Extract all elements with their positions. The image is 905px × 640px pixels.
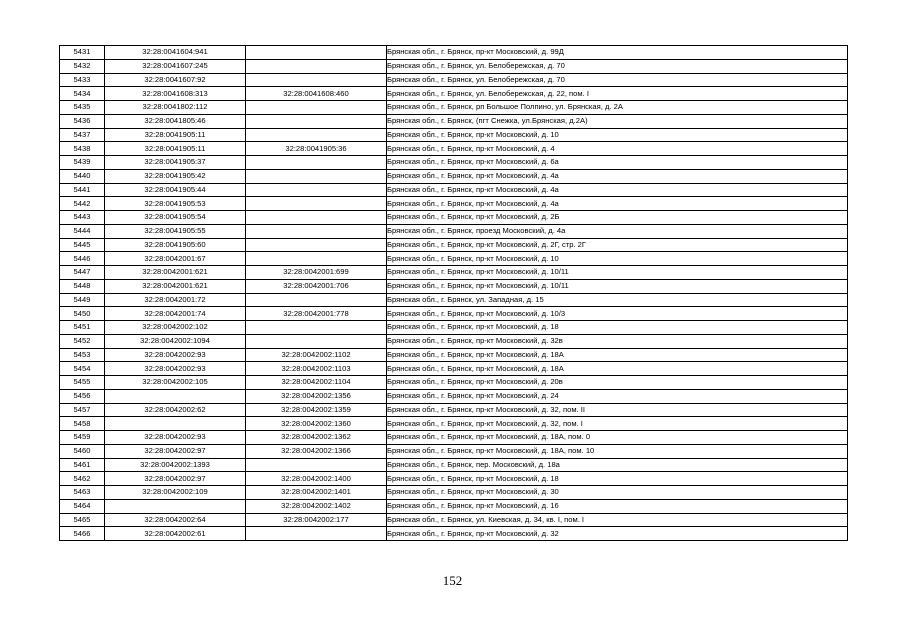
premises-cadastral-number-cell (246, 128, 387, 142)
address-cell: Брянская обл., г. Брянск, пр-кт Московский, д. 30 (387, 486, 848, 500)
address-cell: Брянская обл., г. Брянск, пр-кт Московский, д. 10/11 (387, 279, 848, 293)
cadastral-number-cell: 32:28:0041905:11 (105, 128, 246, 142)
address-cell: Брянская обл., г. Брянск, пр-кт Московский, д. 2Б (387, 211, 848, 225)
cadastral-number-cell: 32:28:0042001:621 (105, 266, 246, 280)
row-number-cell: 5457 (60, 403, 105, 417)
row-number-cell: 5461 (60, 458, 105, 472)
premises-cadastral-number-cell (246, 321, 387, 335)
row-number-cell: 5443 (60, 211, 105, 225)
address-cell: Брянская обл., г. Брянск, пр-кт Московский, д. 18А (387, 362, 848, 376)
address-cell: Брянская обл., г. Брянск, пр-кт Московский, д. 10/3 (387, 307, 848, 321)
table-row (60, 183, 848, 197)
premises-cadastral-number-cell: 32:28:0042002:1360 (246, 417, 387, 431)
address-cell: Брянская обл., г. Брянск, пр-кт Московский, д. 32, пом. I (387, 417, 848, 431)
cadastral-number-cell: 32:28:0042002:105 (105, 376, 246, 390)
premises-cadastral-number-cell (246, 59, 387, 73)
cadastral-number-cell: 32:28:0041802:112 (105, 101, 246, 115)
address-cell: Брянская обл., г. Брянск, пр-кт Московский, д. 99Д (387, 46, 848, 60)
cadastral-number-cell: 32:28:0042002:1094 (105, 334, 246, 348)
row-number-cell: 5437 (60, 128, 105, 142)
row-number-cell: 5433 (60, 73, 105, 87)
row-number-cell: 5454 (60, 362, 105, 376)
address-cell: Брянская обл., г. Брянск, (пгт Снежка, ул.Брянская, д.2А) (387, 114, 848, 128)
address-cell: Брянская обл., г. Брянск, пр-кт Московский, д. 10 (387, 128, 848, 142)
row-number-cell: 5436 (60, 114, 105, 128)
cadastral-number-cell: 32:28:0041905:37 (105, 156, 246, 170)
table-row (60, 348, 848, 362)
row-number-cell: 5451 (60, 321, 105, 335)
address-cell: Брянская обл., г. Брянск, пр-кт Московский, д. 32в (387, 334, 848, 348)
cadastral-number-cell: 32:28:0042001:72 (105, 293, 246, 307)
row-number-cell: 5458 (60, 417, 105, 431)
premises-cadastral-number-cell (246, 224, 387, 238)
premises-cadastral-number-cell (246, 458, 387, 472)
table-row (60, 417, 848, 431)
cadastral-number-cell: 32:28:0041905:53 (105, 197, 246, 211)
cadastral-number-cell: 32:28:0041607:92 (105, 73, 246, 87)
table-row (60, 362, 848, 376)
row-number-cell: 5463 (60, 486, 105, 500)
row-number-cell: 5440 (60, 169, 105, 183)
table-row (60, 279, 848, 293)
table-row (60, 389, 848, 403)
address-cell: Брянская обл., г. Брянск, пр-кт Московский, д. 18А (387, 348, 848, 362)
cadastral-number-cell: 32:28:0041604:941 (105, 46, 246, 60)
cadastral-number-cell (105, 417, 246, 431)
premises-cadastral-number-cell: 32:28:0042001:706 (246, 279, 387, 293)
table-row (60, 307, 848, 321)
premises-cadastral-number-cell: 32:28:0042002:1402 (246, 499, 387, 513)
premises-cadastral-number-cell: 32:28:0042002:1401 (246, 486, 387, 500)
row-number-cell: 5447 (60, 266, 105, 280)
premises-cadastral-number-cell: 32:28:0042002:1104 (246, 376, 387, 390)
table-row (60, 59, 848, 73)
premises-cadastral-number-cell: 32:28:0041905:36 (246, 142, 387, 156)
table-row (60, 197, 848, 211)
address-cell: Брянская обл., г. Брянск, пр-кт Московский, д. 18 (387, 321, 848, 335)
premises-cadastral-number-cell: 32:28:0042001:778 (246, 307, 387, 321)
cadastral-number-cell: 32:28:0041805:46 (105, 114, 246, 128)
row-number-cell: 5449 (60, 293, 105, 307)
cadastral-number-cell: 32:28:0042001:67 (105, 252, 246, 266)
table-row (60, 431, 848, 445)
cadastral-number-cell: 32:28:0042002:97 (105, 472, 246, 486)
table-row (60, 156, 848, 170)
table-row (60, 211, 848, 225)
row-number-cell: 5459 (60, 431, 105, 445)
cadastral-number-cell: 32:28:0042002:109 (105, 486, 246, 500)
premises-cadastral-number-cell: 32:28:0042002:1359 (246, 403, 387, 417)
table-row (60, 293, 848, 307)
cadastral-number-cell: 32:28:0041905:55 (105, 224, 246, 238)
table-row (60, 128, 848, 142)
address-cell: Брянская обл., г. Брянск, пр-кт Московский, д. 18 (387, 472, 848, 486)
row-number-cell: 5442 (60, 197, 105, 211)
table-row (60, 334, 848, 348)
row-number-cell: 5441 (60, 183, 105, 197)
table-row (60, 87, 848, 101)
row-number-cell: 5435 (60, 101, 105, 115)
page-number: 152 (442, 573, 463, 588)
premises-cadastral-number-cell (246, 211, 387, 225)
premises-cadastral-number-cell (246, 73, 387, 87)
row-number-cell: 5450 (60, 307, 105, 321)
premises-cadastral-number-cell (246, 293, 387, 307)
table-row (60, 101, 848, 115)
address-cell: Брянская обл., г. Брянск, пр-кт Московский, д. 4а (387, 169, 848, 183)
premises-cadastral-number-cell: 32:28:0042002:1366 (246, 444, 387, 458)
table-row (60, 376, 848, 390)
row-number-cell: 5434 (60, 87, 105, 101)
row-number-cell: 5453 (60, 348, 105, 362)
cadastral-number-cell: 32:28:0042002:93 (105, 348, 246, 362)
premises-cadastral-number-cell: 32:28:0042002:1400 (246, 472, 387, 486)
table-row (60, 499, 848, 513)
cadastral-number-cell: 32:28:0042002:62 (105, 403, 246, 417)
row-number-cell: 5438 (60, 142, 105, 156)
cadastral-number-cell: 32:28:0042002:102 (105, 321, 246, 335)
table-row (60, 252, 848, 266)
cadastral-number-cell: 32:28:0041905:44 (105, 183, 246, 197)
cadastral-number-cell: 32:28:0042002:1393 (105, 458, 246, 472)
premises-cadastral-number-cell: 32:28:0042001:699 (246, 266, 387, 280)
premises-cadastral-number-cell: 32:28:0041608:460 (246, 87, 387, 101)
table-row (60, 444, 848, 458)
premises-cadastral-number-cell (246, 238, 387, 252)
cadastral-number-cell: 32:28:0041905:60 (105, 238, 246, 252)
table-row (60, 224, 848, 238)
row-number-cell: 5431 (60, 46, 105, 60)
cadastral-number-cell: 32:28:0042001:621 (105, 279, 246, 293)
cadastral-number-cell: 32:28:0042002:93 (105, 362, 246, 376)
premises-cadastral-number-cell: 32:28:0042002:177 (246, 513, 387, 527)
table-row (60, 486, 848, 500)
address-cell: Брянская обл., г. Брянск, пр-кт Московский, д. 16 (387, 499, 848, 513)
row-number-cell: 5462 (60, 472, 105, 486)
address-cell: Брянская обл., г. Брянск, проезд Московский, д. 4а (387, 224, 848, 238)
premises-cadastral-number-cell (246, 101, 387, 115)
row-number-cell: 5448 (60, 279, 105, 293)
address-cell: Брянская обл., г. Брянск, пр-кт Московский, д. 4 (387, 142, 848, 156)
address-cell: Брянская обл., г. Брянск, пр-кт Московский, д. 4а (387, 197, 848, 211)
address-cell: Брянская обл., г. Брянск, пр-кт Московский, д. 32 (387, 527, 848, 541)
address-cell: Брянская обл., г. Брянск, пр-кт Московский, д. 6а (387, 156, 848, 170)
cadastral-number-cell: 32:28:0041905:54 (105, 211, 246, 225)
address-cell: Брянская обл., г. Брянск, ул. Белобережская, д. 70 (387, 59, 848, 73)
premises-cadastral-number-cell: 32:28:0042002:1356 (246, 389, 387, 403)
cadastral-number-cell: 32:28:0041905:42 (105, 169, 246, 183)
address-cell: Брянская обл., г. Брянск, пр-кт Московский, д. 18А, пом. 0 (387, 431, 848, 445)
premises-cadastral-number-cell (246, 46, 387, 60)
address-cell: Брянская обл., г. Брянск, рп Большое Полпино, ул. Брянская, д. 2А (387, 101, 848, 115)
table-row (60, 472, 848, 486)
premises-cadastral-number-cell (246, 183, 387, 197)
address-cell: Брянская обл., г. Брянск, ул. Белобережская, д. 22, пом. I (387, 87, 848, 101)
table-row (60, 513, 848, 527)
table-row (60, 142, 848, 156)
premises-cadastral-number-cell (246, 114, 387, 128)
address-cell: Брянская обл., г. Брянск, пр-кт Московский, д. 10/11 (387, 266, 848, 280)
row-number-cell: 5465 (60, 513, 105, 527)
address-cell: Брянская обл., г. Брянск, пр-кт Московский, д. 2Г, стр. 2Г (387, 238, 848, 252)
row-number-cell: 5455 (60, 376, 105, 390)
table-row (60, 238, 848, 252)
cadastral-number-cell: 32:28:0042002:93 (105, 431, 246, 445)
table-row (60, 403, 848, 417)
row-number-cell: 5464 (60, 499, 105, 513)
premises-cadastral-number-cell (246, 197, 387, 211)
address-cell: Брянская обл., г. Брянск, пер. Московский, д. 18а (387, 458, 848, 472)
premises-cadastral-number-cell (246, 527, 387, 541)
cadastral-number-cell: 32:28:0041607:245 (105, 59, 246, 73)
address-cell: Брянская обл., г. Брянск, пр-кт Московский, д. 32, пом. II (387, 403, 848, 417)
row-number-cell: 5439 (60, 156, 105, 170)
row-number-cell: 5444 (60, 224, 105, 238)
address-cell: Брянская обл., г. Брянск, пр-кт Московский, д. 24 (387, 389, 848, 403)
premises-cadastral-number-cell (246, 169, 387, 183)
row-number-cell: 5446 (60, 252, 105, 266)
cadastral-number-cell: 32:28:0042002:64 (105, 513, 246, 527)
table-row (60, 114, 848, 128)
row-number-cell: 5466 (60, 527, 105, 541)
premises-cadastral-number-cell (246, 334, 387, 348)
table-row (60, 266, 848, 280)
property-register-table (59, 45, 848, 541)
table-row (60, 73, 848, 87)
cadastral-number-cell: 32:28:0042001:74 (105, 307, 246, 321)
address-cell: Брянская обл., г. Брянск, ул. Киевская, д. 34, кв. I, пом. I (387, 513, 848, 527)
table-row (60, 169, 848, 183)
cadastral-number-cell: 32:28:0041905:11 (105, 142, 246, 156)
row-number-cell: 5445 (60, 238, 105, 252)
address-cell: Брянская обл., г. Брянск, пр-кт Московский, д. 20в (387, 376, 848, 390)
cadastral-number-cell: 32:28:0042002:97 (105, 444, 246, 458)
table-row (60, 458, 848, 472)
cadastral-number-cell (105, 389, 246, 403)
row-number-cell: 5460 (60, 444, 105, 458)
cadastral-number-cell: 32:28:0042002:61 (105, 527, 246, 541)
address-cell: Брянская обл., г. Брянск, ул. Белобережская, д. 70 (387, 73, 848, 87)
premises-cadastral-number-cell (246, 252, 387, 266)
address-cell: Брянская обл., г. Брянск, пр-кт Московский, д. 4а (387, 183, 848, 197)
table-row (60, 527, 848, 541)
address-cell: Брянская обл., г. Брянск, пр-кт Московский, д. 10 (387, 252, 848, 266)
address-cell: Брянская обл., г. Брянск, пр-кт Московский, д. 18А, пом. 10 (387, 444, 848, 458)
premises-cadastral-number-cell: 32:28:0042002:1102 (246, 348, 387, 362)
premises-cadastral-number-cell: 32:28:0042002:1362 (246, 431, 387, 445)
cadastral-number-cell: 32:28:0041608:313 (105, 87, 246, 101)
address-cell: Брянская обл., г. Брянск, ул. Западная, д. 15 (387, 293, 848, 307)
table-row (60, 46, 848, 60)
row-number-cell: 5452 (60, 334, 105, 348)
premises-cadastral-number-cell: 32:28:0042002:1103 (246, 362, 387, 376)
cadastral-number-cell (105, 499, 246, 513)
table-row (60, 321, 848, 335)
table-body (60, 46, 848, 541)
premises-cadastral-number-cell (246, 156, 387, 170)
row-number-cell: 5432 (60, 59, 105, 73)
row-number-cell: 5456 (60, 389, 105, 403)
